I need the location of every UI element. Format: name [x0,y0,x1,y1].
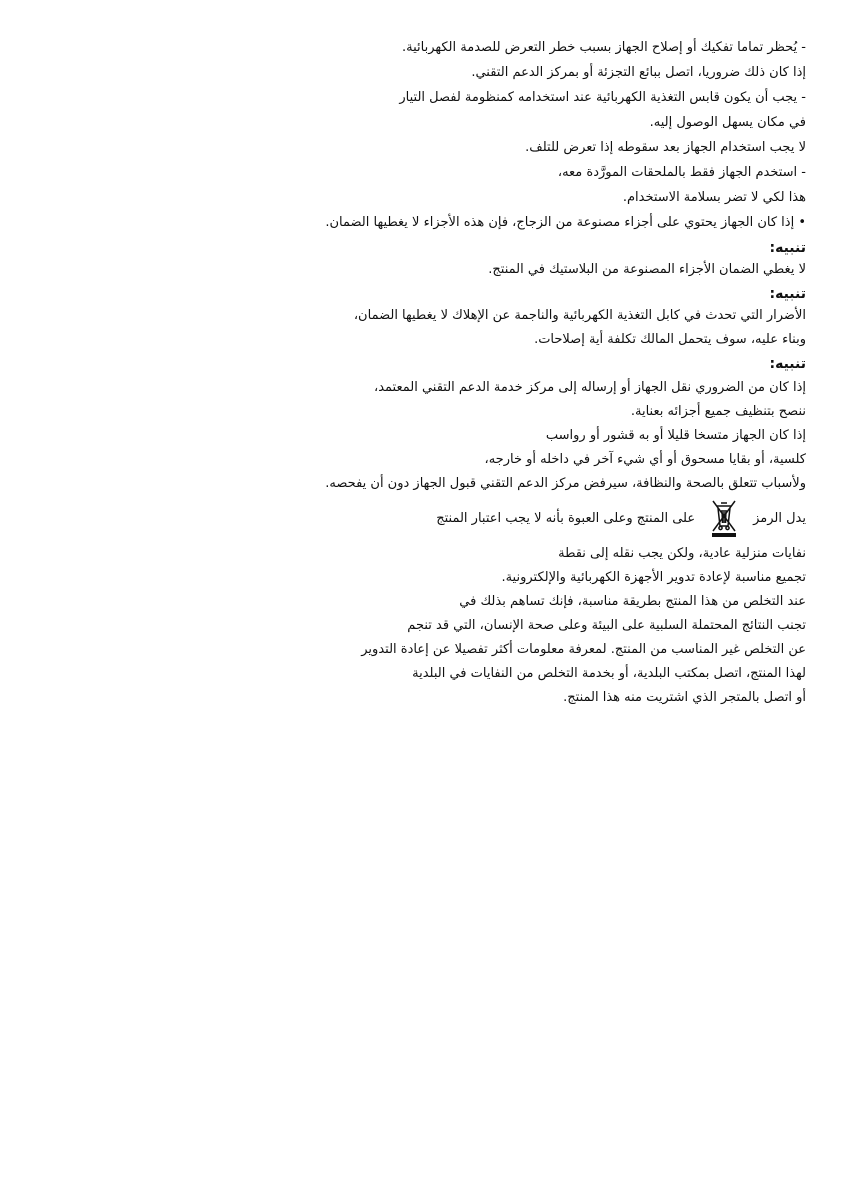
text-line: إذا كان من الضروري نقل الجهاز أو إرساله إلى مركز خدمة الدعم التقني المعتمد، [374,380,806,395]
text-line: - يُحظر تماما تفكيك أو إصلاح الجهاز بسبب خطر التعرض للصدمة الكهربائية. [401,40,806,55]
text-line: لهذا المنتج، اتصل بمكتب البلدية، أو بخدمة التخلص من النفايات في البلدية [412,666,806,681]
text-line: كلسية، أو بقايا مسحوق أو أي شيء آخر في داخله أو خارجه، [484,452,806,467]
disposal-text: يدل الرمز [753,510,806,526]
text-line: نفايات منزلية عادية، ولكن يجب نقله إلى نقطة [558,546,806,561]
text-line: ولأسباب تتعلق بالصحة والنظافة، سيرفض مركز الدعم التقني قبول الجهاز دون أن يفحصه. [325,476,806,491]
disposal-text: على المنتج وعلى العبوة بأنه لا يجب اعتبار المنتج [436,510,696,526]
disposal-symbol-row [436,496,806,540]
text-line: تجنب النتائج المحتملة السلبية على البيئة وعلى صحة الإنسان، التي قد تنجم [407,618,806,633]
text-line: ننصح بتنظيف جميع أجزائه بعناية. [630,404,806,419]
text-line: وبناء عليه، سوف يتحمل المالك تكلفة أية إصلاحات. [534,332,806,347]
caution-heading: تنبيه: [769,240,806,256]
text-line: تجميع مناسبة لإعادة تدوير الأجهزة الكهربائية والإلكترونية. [501,570,806,585]
caution-heading: تنبيه: [769,286,806,302]
caution-heading: تنبيه: [769,356,806,372]
text-line: إذا كان الجهاز متسخا قليلا أو به قشور أو رواسب [545,428,806,443]
text-line: إذا كان ذلك ضروريا، اتصل ببائع التجزئة أو بمركز الدعم التقني. [471,65,806,80]
text-line: لا يغطي الضمان الأجزاء المصنوعة من البلاستيك في المنتج. [488,262,806,277]
crossed-out-wheeled-bin-icon [709,498,739,538]
text-line: لا يجب استخدام الجهاز بعد سقوطه إذا تعرض للتلف. [525,140,806,155]
text-line: الأضرار التي تحدث في كابل التغذية الكهربائية والناجمة عن الإهلاك لا يغطيها الضمان، [353,308,806,323]
text-line: أو اتصل بالمتجر الذي اشتريت منه هذا المنتج. [563,690,806,705]
text-line: - استخدم الجهاز فقط بالملحقات المورَّدة معه، [557,165,806,180]
text-line: هذا لكي لا تضر بسلامة الاستخدام. [622,190,806,205]
text-line: • إذا كان الجهاز يحتوي على أجزاء مصنوعة من الزجاج، فإن هذه الأجزاء لا يغطيها الضمان. [325,215,806,230]
text-line: - يجب أن يكون قابس التغذية الكهربائية عند استخدامه كمنظومة لفصل التيار [399,90,806,105]
text-line: عند التخلص من هذا المنتج بطريقة مناسبة، فإنك تساهم بذلك في [459,594,806,609]
text-line: في مكان يسهل الوصول إليه. [649,115,806,130]
text-line: عن التخلص غير المناسب من المنتج. لمعرفة معلومات أكثر تفصيلا عن إعادة التدوير [361,642,806,657]
